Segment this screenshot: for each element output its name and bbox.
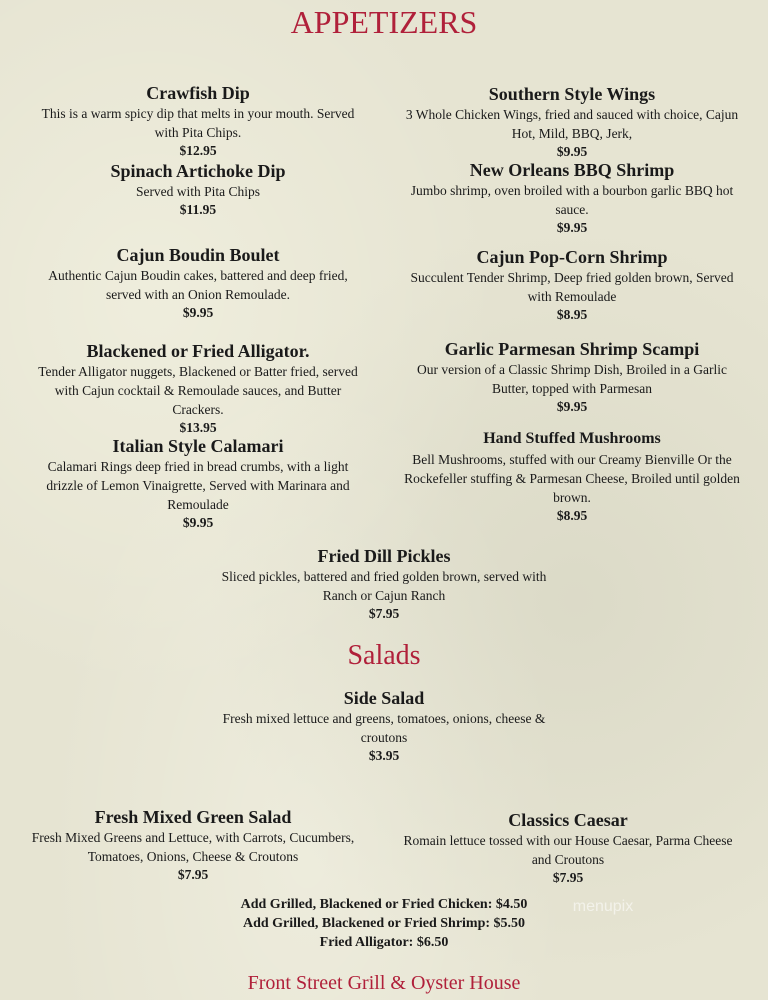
menu-item-side-salad	[214, 687, 554, 765]
restaurant-name-footer: Front Street Grill & Oyster House	[247, 972, 521, 994]
watermark: menupix	[572, 898, 634, 915]
item-title: Classics Caesar	[508, 810, 628, 830]
item-description: 3 Whole Chicken Wings, fried and sauced with choice, Cajun Hot, Mild, BBQ, Jerk,	[405, 107, 739, 141]
item-price: $9.95	[556, 220, 588, 235]
item-title: Garlic Parmesan Shrimp Scampi	[444, 339, 700, 359]
item-description: Fresh Mixed Greens and Lettuce, with Carrots, Cucumbers, Tomatoes, Onions, Cheese & Croutons	[31, 830, 355, 864]
item-title: Fresh Mixed Green Salad	[94, 807, 292, 827]
item-title: Hand Stuffed Mushrooms	[483, 430, 661, 447]
menu-item-cajun-boudin-boulet	[30, 244, 366, 322]
item-title: Spinach Artichoke Dip	[110, 161, 286, 181]
item-title: New Orleans BBQ Shrimp	[469, 160, 675, 180]
item-description: Bell Mushrooms, stuffed with our Creamy Bienville Or the Rockefeller stuffing & Parmesan Cheese, Broiled until golden brown.	[404, 452, 740, 505]
item-description: Tender Alligator nuggets, Blackened or Batter fried, served with Cajun cocktail & Remoulade sauces, and Butter Crackers.	[38, 364, 358, 417]
item-description: Authentic Cajun Boudin cakes, battered and deep fried, served with an Onion Remoulade.	[48, 268, 348, 302]
addon-line: Add Grilled, Blackened or Fried Chicken: $4.50	[240, 897, 528, 912]
item-price: $9.95	[182, 515, 214, 530]
item-price: $7.95	[368, 606, 400, 621]
item-title: Southern Style Wings	[488, 84, 656, 104]
menu-item-bbq-shrimp	[402, 159, 742, 237]
item-description: Jumbo shrimp, oven broiled with a bourbon garlic BBQ hot sauce.	[410, 183, 734, 217]
item-description: Romain lettuce tossed with our House Caesar, Parma Cheese and Croutons	[403, 833, 733, 867]
item-description: This is a warm spicy dip that melts in your mouth. Served with Pita Chips.	[41, 106, 355, 140]
item-price: $8.95	[556, 508, 588, 523]
item-title: Italian Style Calamari	[112, 436, 284, 456]
item-title: Fried Dill Pickles	[317, 546, 451, 566]
salads-heading: Salads	[347, 640, 421, 671]
menu-item-crawfish-dip	[30, 82, 366, 160]
item-price: $8.95	[556, 307, 588, 322]
item-price: $13.95	[179, 420, 217, 435]
salad-addons	[184, 895, 584, 952]
item-price: $3.95	[368, 748, 400, 763]
menu-item-spinach-artichoke-dip	[30, 160, 366, 219]
menu-item-mixed-green-salad	[22, 806, 364, 884]
menu-item-popcorn-shrimp	[402, 246, 742, 324]
appetizers-heading: APPETIZERS	[290, 4, 478, 40]
menu-item-blackened-alligator	[30, 340, 366, 437]
addon-line: Add Grilled, Blackened or Fried Shrimp: $5.50	[242, 916, 526, 931]
menu-item-fried-dill-pickles	[214, 545, 554, 623]
item-price: $9.95	[556, 144, 588, 159]
item-price: $11.95	[179, 202, 217, 217]
item-title: Cajun Pop-Corn Shrimp	[476, 247, 668, 267]
item-description: Succulent Tender Shrimp, Deep fried golden brown, Served with Remoulade	[410, 270, 734, 304]
item-price: $7.95	[177, 867, 209, 882]
item-price: $12.95	[179, 143, 217, 158]
item-description: Sliced pickles, battered and fried golden brown, served with Ranch or Cajun Ranch	[221, 569, 547, 603]
item-title: Crawfish Dip	[146, 83, 250, 103]
item-price: $7.95	[552, 870, 584, 885]
item-title: Side Salad	[343, 688, 425, 708]
menu-item-southern-wings	[402, 83, 742, 161]
item-price: $9.95	[556, 399, 588, 414]
menu-item-stuffed-mushrooms	[402, 428, 742, 525]
menu-item-classics-caesar	[398, 809, 738, 887]
item-description: Served with Pita Chips	[135, 184, 261, 199]
item-price: $9.95	[182, 305, 214, 320]
menu-item-italian-calamari	[30, 435, 366, 532]
item-description: Calamari Rings deep fried in bread crumbs, with a light drizzle of Lemon Vinaigrette, Served with Marinara and Remoulade	[46, 459, 350, 512]
addon-line: Fried Alligator: $6.50	[319, 935, 449, 950]
item-description: Our version of a Classic Shrimp Dish, Broiled in a Garlic Butter, topped with Parmesan	[416, 362, 728, 396]
item-title: Blackened or Fried Alligator.	[86, 341, 310, 361]
item-title: Cajun Boudin Boulet	[116, 245, 280, 265]
menu-item-shrimp-scampi	[402, 338, 742, 416]
item-description: Fresh mixed lettuce and greens, tomatoes, onions, cheese & croutons	[222, 711, 546, 745]
